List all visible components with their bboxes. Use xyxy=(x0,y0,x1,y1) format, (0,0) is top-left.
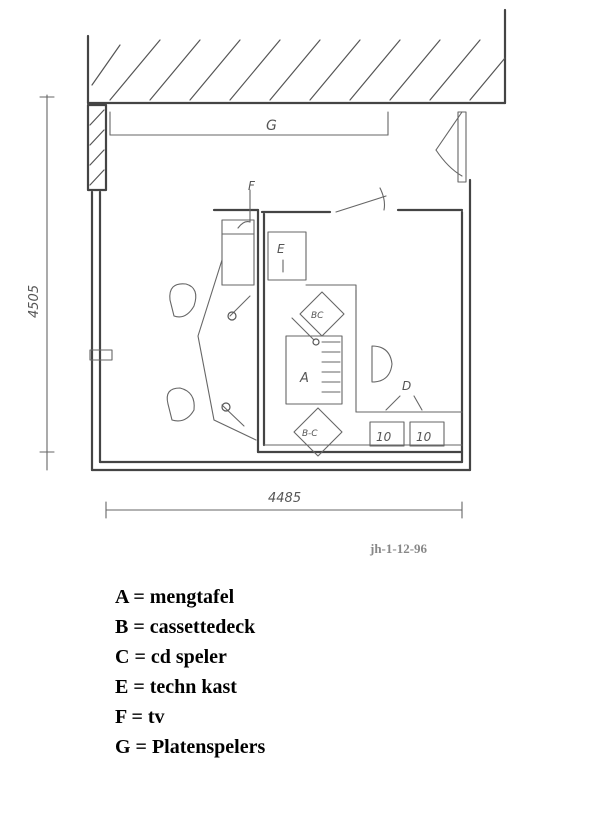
cassette-cd-unit-bottom xyxy=(294,408,342,456)
mixing-desk-a xyxy=(286,336,342,404)
legend-item-f: F = tv xyxy=(115,706,165,728)
label-10-left: 10 xyxy=(376,430,392,444)
chair-right xyxy=(372,346,392,382)
legend-item-a: A = mengtafel xyxy=(115,586,235,608)
label-a: A xyxy=(300,371,309,386)
label-g: G xyxy=(266,118,277,134)
signature: jh-1-12-96 xyxy=(370,541,428,556)
label-bc-bottom: B-C xyxy=(302,429,318,439)
legend-item-b: B = cassettedeck xyxy=(115,616,256,638)
dimension-width xyxy=(106,491,462,518)
dimension-height xyxy=(27,95,54,470)
tech-cabinet-e xyxy=(268,232,306,280)
dimension-width-value: 4485 xyxy=(268,491,302,506)
label-10-right: 10 xyxy=(416,430,432,444)
hatched-exterior-wall-top xyxy=(88,10,505,103)
cassette-cd-unit-top xyxy=(292,292,344,345)
turntable-shelf-g xyxy=(110,112,388,135)
tv-f xyxy=(222,179,256,285)
legend xyxy=(115,582,265,762)
hatched-wall-left xyxy=(88,105,106,190)
room-walls xyxy=(90,112,470,470)
legend-item-c: C = cd speler xyxy=(115,646,227,668)
dimension-height-value: 4505 xyxy=(27,284,42,318)
label-e: E xyxy=(277,242,285,256)
legend-item-e: E = techn kast xyxy=(115,676,237,698)
label-d: D xyxy=(402,379,412,393)
label-f: F xyxy=(248,179,255,193)
label-bc-top: BC xyxy=(311,311,324,321)
console-desk xyxy=(167,260,356,440)
legend-item-g: G = Platenspelers xyxy=(115,736,266,758)
